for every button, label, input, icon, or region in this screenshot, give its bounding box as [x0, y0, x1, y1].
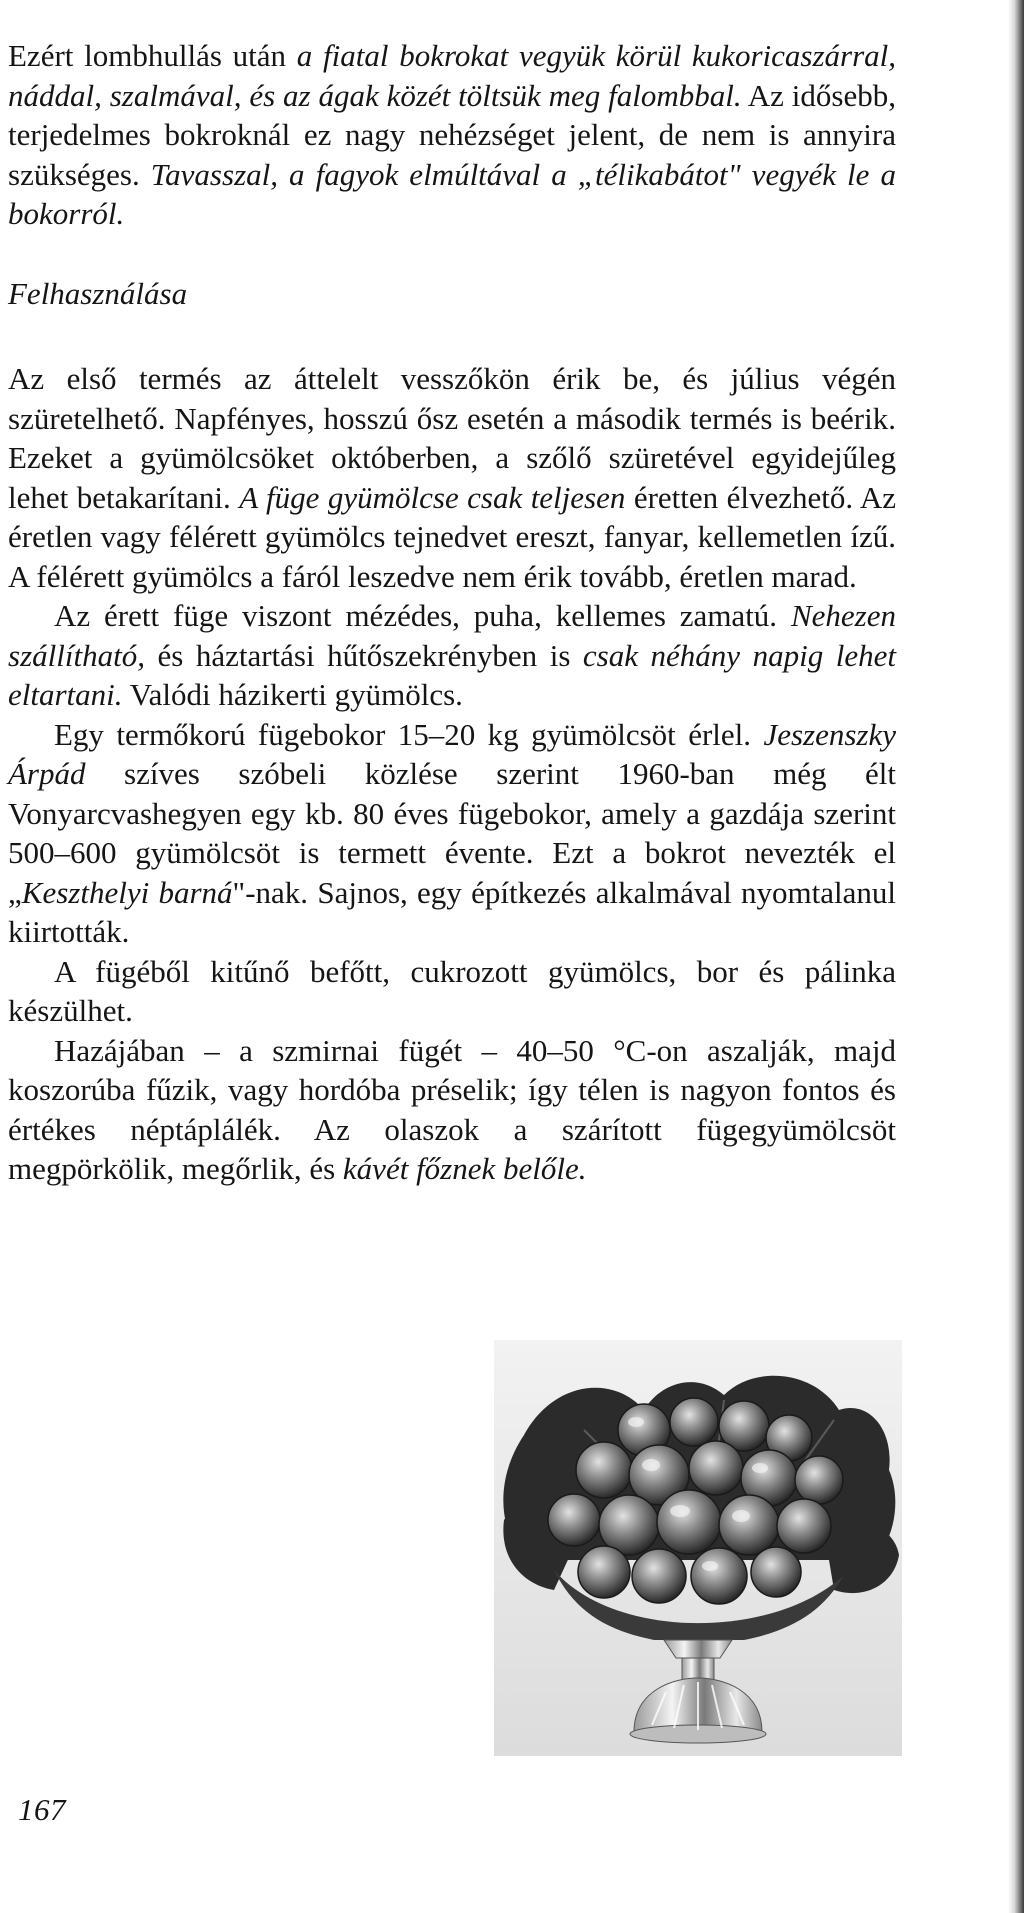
- text-run: éretten élvezhető. Az éretlen vagy félérett gyümölcs tejnedvet ereszt, fanyar, kellemetlen ízű. A félérett gyümölcs a fáról leszedve nem érik tovább, éretlen marad.: [8, 479, 896, 594]
- text-run: Egy termőkorú fügebokor 15–20 kg gyümölcsöt érlel.: [54, 716, 764, 752]
- paragraph-yield: [8, 715, 896, 952]
- fig-bowl-photo: [494, 1340, 902, 1756]
- paragraph-harvest: [8, 359, 896, 596]
- fig-bowl-illustration: [494, 1340, 902, 1756]
- glass-stand: [630, 1640, 766, 1743]
- page-edge-shadow: [1008, 0, 1024, 1913]
- text-run: Hazájában – a szmirnai fügét – 40–50 °C-on aszalják, majd koszorúba fűzik, vagy hordóba préselik; így télen is nagyon fontos és értékes néptáplálék. Az olaszok a szárított fügegyümölcsöt megpörkölik, megőrlik, és: [8, 1032, 896, 1186]
- page-number: 167: [18, 1792, 66, 1827]
- italic-run: Tavasszal, a fagyok elmúltával a „télikabátot" vegyék le a bokorról.: [8, 156, 896, 231]
- italic-run: Jeszenszky Árpád: [8, 716, 896, 791]
- italic-run: Keszthelyi barná: [21, 874, 233, 910]
- paragraph-drying: [8, 1031, 896, 1189]
- text-run: Az első termés az áttelelt vesszőkön érik be, és július végén szüretelhető. Napfényes, hosszú ősz esetén a második termés is beérik. Ezeket a gyümölcsöket októberben, a szőlő szüretével egyidejűleg lehet betakarítani.: [8, 361, 896, 515]
- text-run: szíves szóbeli közlése szerint 1960-ban még élt Vonyarcvashegyen egy kb. 80 éves fügebokor, amely a gazdája szerint 500–600 gyümölcsöt is termett évente. Ezt a bokrot nevezték el „: [8, 756, 896, 910]
- text-run: "-nak. Sajnos, egy építkezés alkalmával nyomtalanul kiirtották.: [8, 874, 896, 949]
- italic-run: kávét főznek belőle.: [342, 1151, 587, 1186]
- paragraph-uses: A fügéből kitűnő befőtt, cukrozott gyümölcs, bor és pálinka készülhet.: [8, 953, 896, 1028]
- text-run: Az érett füge viszont mézédes, puha, kellemes zamatú.: [54, 598, 791, 633]
- section-heading: Felhasználása: [8, 275, 188, 311]
- italic-run: a fiatal bokrokat vegyük körül kukoricaszárral, náddal, szalmával, és az ágak közét töltsük meg falombbal.: [8, 38, 896, 113]
- paragraph-ripe-fig: [8, 596, 896, 715]
- italic-run: csak néhány napig lehet eltartani.: [8, 637, 896, 712]
- paragraph-winter-protection: [8, 36, 896, 234]
- italic-run: A füge gyümölcse csak teljesen: [239, 479, 626, 515]
- text-run: Az idősebb, terjedelmes bokroknál ez nagy nehézséget jelent, de nem is annyira szükséges.: [8, 77, 896, 192]
- text-run: Valódi házikerti gyümölcs.: [122, 677, 463, 712]
- italic-run: Nehezen szállítható,: [8, 598, 896, 673]
- text-run: Ezért lombhullás után: [8, 38, 297, 73]
- text-run: és háztartási hűtőszekrényben is: [144, 637, 583, 673]
- body-text: [8, 36, 896, 1189]
